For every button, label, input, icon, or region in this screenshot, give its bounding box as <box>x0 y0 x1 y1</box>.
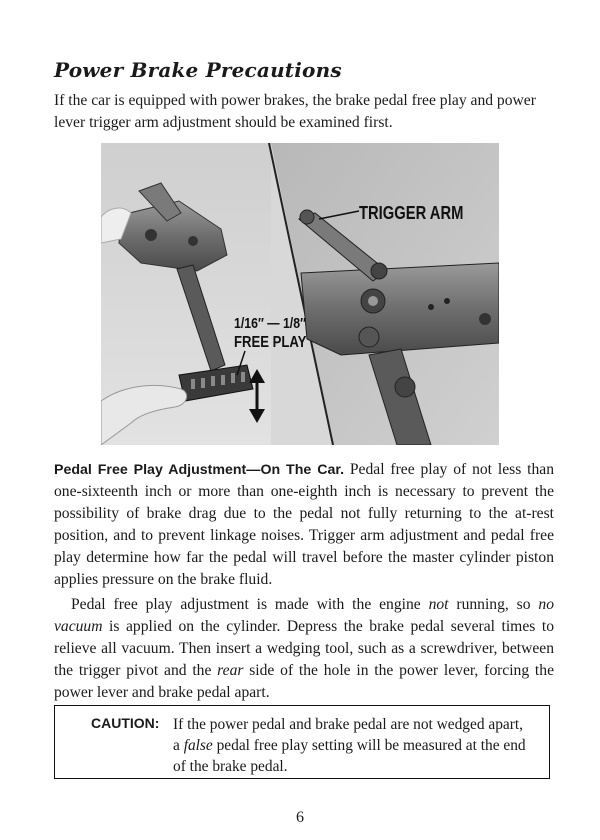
adjustment-procedure-paragraph <box>54 594 554 704</box>
trigger-arm-label: TRIGGER ARM <box>359 203 464 223</box>
free-play-measure-label: 1/16″ — 1/8″ <box>234 315 306 332</box>
procedure-text-3: is applied on the cylinder. Depress the brake pedal several times to relieve all vacuum. Then insert a wedging tool, such as a screwdriver, between the trigger pivot and the <box>54 618 554 679</box>
caution-box <box>54 705 550 779</box>
page-number: 6 <box>296 809 304 826</box>
brake-pedal-photo <box>101 143 499 445</box>
caution-label: CAUTION: <box>91 715 160 731</box>
pedal-free-play-paragraph <box>54 459 554 591</box>
procedure-emphasis-no-vacuum: no vacuum <box>54 596 555 635</box>
procedure-text-1: Pedal free play adjustment is made with the engine <box>71 596 429 613</box>
intro-paragraph: If the car is equipped with power brakes, the brake pedal free play and power lever trigger arm adjustment should be examined first. <box>54 92 536 131</box>
caution-text-2: pedal free play setting will be measured at the end of the brake pedal. <box>173 737 526 775</box>
procedure-emphasis-rear: rear <box>217 662 244 679</box>
free-play-label: FREE PLAY <box>234 334 307 351</box>
caution-text <box>173 714 533 777</box>
caution-emphasis-false: false <box>183 737 213 754</box>
page-title: Power Brake Precautions <box>54 58 342 82</box>
procedure-text-2: running, so <box>448 596 539 613</box>
pedal-free-play-heading: Pedal Free Play Adjustment—On The Car. <box>54 462 345 478</box>
pedal-free-play-text: Pedal free play of not less than one-sixteenth inch or more than one-eighth inch is necessary to prevent the possibility of brake drag due to the pedal not fully returning to the at-rest position, and to prevent linkage noises. Trigger arm adjustment and pedal free play determine how far the pedal will travel before the master cylinder piston applies pressure on the brake fluid. <box>54 461 554 588</box>
procedure-emphasis-not: not <box>428 596 449 613</box>
photo-illustration <box>101 143 499 445</box>
caution-text-1: If the power pedal and brake pedal are not wedged apart, a <box>173 716 523 754</box>
procedure-text-4: side of the hole in the power lever, forcing the power lever and brake pedal apart. <box>54 662 554 701</box>
